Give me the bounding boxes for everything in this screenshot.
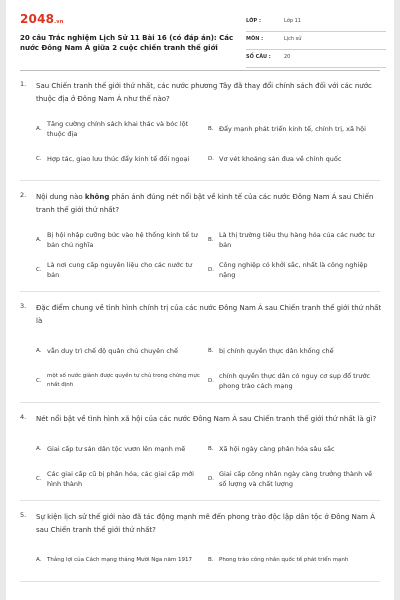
option-letter: B. [208, 348, 214, 354]
option-letter: C. [36, 476, 42, 482]
answer-option[interactable] [208, 114, 380, 144]
answer-option[interactable] [36, 255, 208, 285]
option-text: Giai cấp tư sản dân tộc vươn lên mạnh mẽ [47, 445, 186, 453]
question-list [6, 80, 394, 592]
question-item [6, 191, 394, 285]
question-text: Sự kiện lịch sử thế giới nào đã tác động mạnh mẽ đến phong trào độc lập dân tộc ở Đông Nam Á sau Chiến tranh thế giới thứ nhất? [36, 513, 375, 534]
option-text: bị chính quyền thực dân khống chế [219, 347, 334, 355]
option-letter: B. [208, 557, 214, 563]
question-divider [20, 402, 380, 403]
meta-row-class: LỚP : Lớp 11 [246, 14, 386, 32]
answer-options [36, 336, 382, 396]
site-logo[interactable]: 2048.vn [20, 12, 64, 26]
answer-option[interactable] [208, 545, 380, 575]
answer-option[interactable] [36, 114, 208, 144]
option-text: Thắng lợi của Cách mạng tháng Mười Nga năm 1917 [47, 556, 192, 563]
answer-option[interactable] [208, 336, 380, 366]
answer-option[interactable] [36, 225, 208, 255]
option-text: Xã hội ngày càng phân hóa sâu sắc [219, 445, 335, 453]
answer-options [36, 545, 382, 575]
question-item [6, 302, 394, 396]
answer-options [36, 114, 382, 174]
answer-option[interactable] [36, 434, 208, 464]
option-letter: B. [208, 126, 214, 132]
question-divider [20, 291, 380, 292]
option-letter: B. [208, 446, 214, 452]
option-text: Là nơi cung cấp nguyên liệu cho các nước tư bản [47, 261, 193, 279]
document-header [6, 0, 394, 70]
option-text: Vơ vét khoáng sản đưa về chính quốc [219, 155, 342, 163]
meta-row-count: SỐ CÂU : 20 [246, 50, 386, 68]
option-text: chính quyền thực dân có nguy cơ sụp đổ trước phong trào cách mạng [219, 372, 371, 390]
option-letter: C. [36, 378, 42, 384]
question-text: Nét nổi bật về tình hình xã hội của các nước Đông Nam Á sau Chiến tranh thế giới thứ nhất là gì? [36, 415, 377, 423]
option-letter: D. [208, 378, 214, 384]
option-letter: C. [36, 267, 42, 273]
answer-option[interactable] [208, 434, 380, 464]
option-text: Đẩy mạnh phát triển kinh tế, chính trị, xã hội [219, 125, 366, 133]
question-number: 3. [20, 302, 27, 310]
option-letter: D. [208, 156, 214, 162]
option-text: vẫn duy trì chế độ quân chủ chuyên chế [47, 347, 179, 355]
option-text: Các giai cấp cũ bị phân hóa, các giai cấp mới hình thành [47, 470, 194, 488]
option-letter: D. [208, 476, 214, 482]
answer-option[interactable] [36, 144, 208, 174]
answer-option[interactable] [36, 545, 208, 575]
answer-option[interactable] [36, 464, 208, 494]
option-letter: A. [36, 446, 42, 452]
question-item [6, 413, 394, 494]
question-divider [20, 500, 380, 501]
answer-option[interactable] [208, 366, 380, 396]
question-item [6, 511, 394, 575]
answer-option[interactable] [36, 336, 208, 366]
option-text: Bị hội nhập cưỡng bức vào hệ thống kinh tế tư bản chủ nghĩa [47, 231, 198, 249]
meta-row-subject: MÔN : Lịch sử [246, 32, 386, 50]
answer-option[interactable] [208, 225, 380, 255]
option-letter: D. [208, 267, 214, 273]
option-letter: C. [36, 156, 42, 162]
answer-option[interactable] [208, 464, 380, 494]
question-text: Nội dung nào không phản ánh đúng nét nổi bật về kinh tế của các nước Đông Nam Á sau Chiến tranh thế giới thứ nhất? [36, 193, 374, 214]
option-text: Công nghiệp có khởi sắc, nhất là công nghiệp nặng [219, 261, 368, 279]
question-item [6, 80, 394, 174]
answer-option[interactable] [208, 255, 380, 285]
document-sheet [6, 0, 394, 600]
header-divider [20, 70, 380, 71]
option-letter: A. [36, 126, 42, 132]
question-text: Sau Chiến tranh thế giới thứ nhất, các nước phương Tây đã thay đổi chính sách đối với các nước thuộc địa ở Đông Nam Á như thế nào? [36, 82, 372, 103]
page-title: 20 câu Trắc nghiệm Lịch Sử 11 Bài 16 (có đáp án): Các nước Đông Nam Á giữa 2 cuộc chiến tranh thế giới [20, 34, 234, 52]
question-divider [20, 581, 380, 582]
answer-option[interactable] [208, 144, 380, 174]
option-letter: A. [36, 348, 42, 354]
answer-option[interactable] [36, 366, 208, 396]
answer-options [36, 225, 382, 285]
document-meta [246, 14, 386, 68]
option-letter: B. [208, 237, 214, 243]
option-letter: A. [36, 557, 42, 563]
question-number: 1. [20, 80, 27, 88]
option-text: Hợp tác, giao lưu thúc đẩy kinh tế đối ngoại [47, 155, 190, 163]
question-divider [20, 180, 380, 181]
option-text: Giai cấp công nhân ngày càng trưởng thành về số lượng và chất lượng [219, 470, 373, 488]
option-text: Là thị trường tiêu thụ hàng hóa của các nước tư bản [219, 231, 375, 249]
question-text: Đặc điểm chung về tình hình chính trị của các nước Đông Nam Á sau Chiến tranh thế giới thứ nhất là [36, 304, 382, 325]
question-number: 5. [20, 511, 27, 519]
question-number: 2. [20, 191, 27, 199]
option-text: Phong trào công nhân quốc tế phát triển mạnh [219, 556, 349, 563]
question-number: 4. [20, 413, 27, 421]
option-text: một số nước giành được quyền tự chủ trong chừng mực nhất định [47, 373, 200, 388]
answer-options [36, 434, 382, 494]
option-text: Tăng cường chính sách khai thác và bóc lột thuộc địa [47, 120, 189, 138]
option-letter: A. [36, 237, 42, 243]
